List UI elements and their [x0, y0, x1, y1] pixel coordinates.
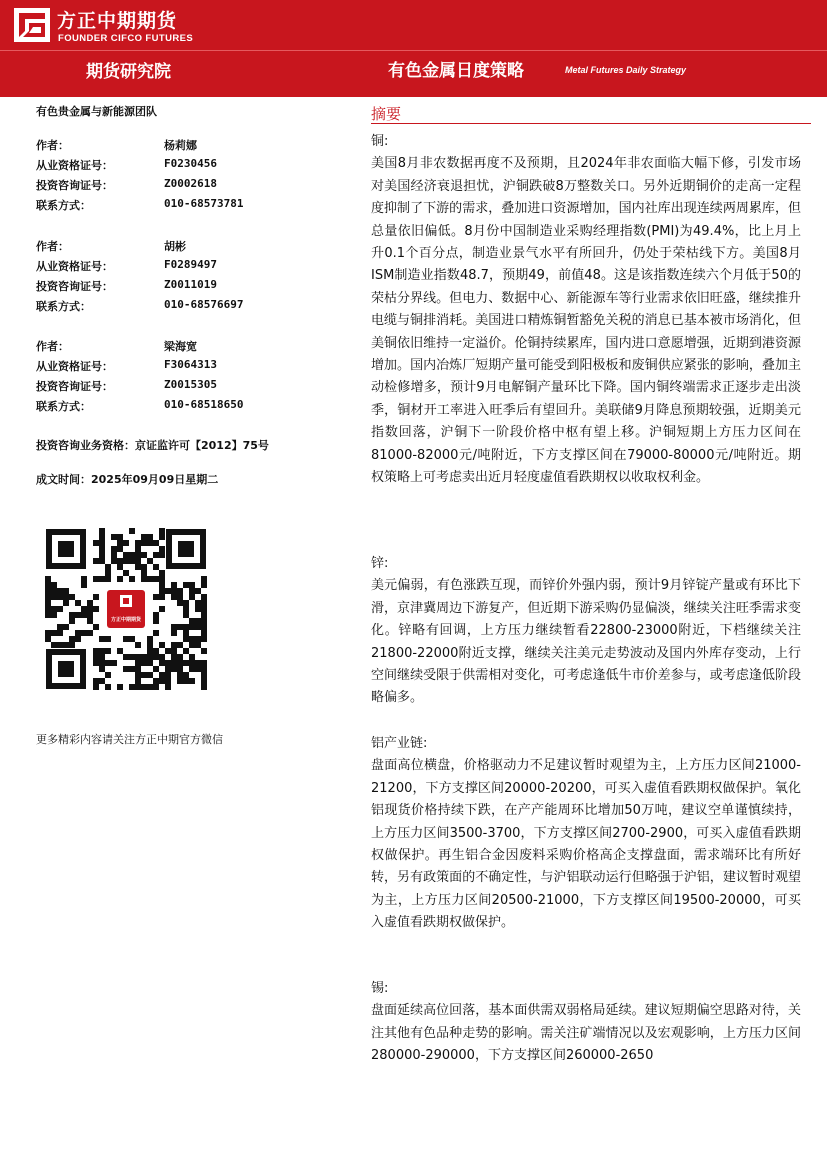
section-body: 盘面延续高位回落，基本面供需双弱格局延续。建议短期偏空思路对待，关注其他有色品种走势的影响。需关注矿端情况以及宏观影响，上方压力区间280000-290000，下方支撑区间260000-2650: [371, 1003, 801, 1064]
qr-module: [117, 648, 123, 654]
qr-module: [147, 636, 153, 642]
qr-module: [51, 630, 57, 636]
qr-module: [129, 636, 135, 642]
qr-module: [183, 612, 189, 618]
qr-module: [51, 594, 57, 600]
qr-module: [201, 636, 207, 642]
qr-module: [153, 594, 159, 600]
qr-module: [45, 630, 51, 636]
qr-module: [165, 648, 171, 654]
qr-module: [99, 558, 105, 564]
qr-module: [177, 672, 183, 678]
qr-module: [93, 648, 99, 654]
qr-module: [129, 528, 135, 534]
qr-module: [177, 594, 183, 600]
qr-module: [93, 594, 99, 600]
qr-module: [165, 666, 171, 672]
qr-module: [183, 660, 189, 666]
qr-module: [45, 594, 51, 600]
qr-module: [189, 654, 195, 660]
section-body: 盘面高位横盘，价格驱动力不足建议暂时观望为主，上方压力区间21000-21200，下方支撑区间20000-20200，可买入虚值看跌期权做保护。氧化铝现货价格持续下跌，在产产能周环比增加50万吨，建议空单谨慎续持，上方压力区间3500-3700，下方支撑区间2700-2900，可买入虚值看跌期权做保护。再生铝合金因废料采购价格高企支撑盘面，需求端环比有所好转，另有政策面的不确定性，与沪铝联动运行但略强于沪铝，建议暂时观望为主，上方压力区间20500-21000，下方支撑区间19500-20000，可买入虚值看跌期权做保护。: [371, 758, 801, 931]
qr-module: [201, 684, 207, 690]
company-logo: [14, 8, 50, 42]
qr-module: [201, 630, 207, 636]
qr-module: [147, 558, 153, 564]
contact-label: 联系方式：: [36, 300, 91, 313]
qr-module: [87, 612, 93, 618]
qr-finder-pattern: [166, 529, 206, 569]
qr-module: [123, 540, 129, 546]
team-name: 有色贵金属与新能源团队: [36, 105, 157, 118]
qr-module: [81, 630, 87, 636]
qr-module: [81, 606, 87, 612]
qr-module: [159, 594, 165, 600]
qr-module: [177, 660, 183, 666]
report-title: 有色金属日度策略: [388, 61, 524, 81]
qr-module: [93, 540, 99, 546]
qr-module: [171, 624, 177, 630]
contact-label: 联系方式：: [36, 400, 91, 413]
qr-module: [99, 546, 105, 552]
qr-module: [135, 546, 141, 552]
report-title-en: Metal Futures Daily Strategy: [565, 65, 687, 75]
qr-module: [147, 642, 153, 648]
qr-module: [153, 618, 159, 624]
qr-module: [147, 576, 153, 582]
qr-module: [165, 678, 171, 684]
qr-module: [183, 582, 189, 588]
advisor-label: 投资咨询证号：: [36, 380, 113, 393]
qr-module: [183, 606, 189, 612]
qr-module: [153, 678, 159, 684]
qr-module: [75, 636, 81, 642]
qr-module: [105, 660, 111, 666]
qr-module: [165, 660, 171, 666]
qr-module: [189, 594, 195, 600]
author-name: 梁海宽: [164, 340, 197, 353]
qr-module: [159, 582, 165, 588]
qr-module: [105, 672, 111, 678]
qr-module: [99, 552, 105, 558]
qr-module: [129, 666, 135, 672]
qr-module: [81, 576, 87, 582]
qr-module: [195, 666, 201, 672]
qr-module: [147, 660, 153, 666]
qr-module: [93, 558, 99, 564]
qr-module: [153, 540, 159, 546]
qr-module: [195, 618, 201, 624]
report-header: [0, 0, 827, 97]
qr-module: [171, 666, 177, 672]
section-heading: 铝产业链:: [371, 736, 428, 751]
qr-module: [159, 552, 165, 558]
qr-module: [129, 558, 135, 564]
qr-module: [135, 660, 141, 666]
qr-module: [117, 576, 123, 582]
qr-module: [153, 684, 159, 690]
qr-module: [165, 684, 171, 690]
qr-module: [57, 606, 63, 612]
qr-module: [99, 576, 105, 582]
qr-module: [159, 678, 165, 684]
qr-module: [111, 534, 117, 540]
department-name: 期货研究院: [86, 62, 171, 82]
qr-module: [63, 588, 69, 594]
qr-module: [111, 552, 117, 558]
qr-module: [201, 624, 207, 630]
qr-module: [201, 618, 207, 624]
qualification-number: F0230456: [164, 157, 217, 170]
qr-module: [201, 660, 207, 666]
qr-module: [159, 654, 165, 660]
qr-module: [195, 624, 201, 630]
qr-module: [183, 636, 189, 642]
qr-finder-pattern: [46, 649, 86, 689]
qr-module: [141, 540, 147, 546]
qr-module: [99, 666, 105, 672]
qr-module: [153, 576, 159, 582]
qr-module: [45, 600, 51, 606]
qr-module: [183, 630, 189, 636]
abstract-title: 摘要: [371, 105, 402, 123]
qr-module: [135, 678, 141, 684]
advisor-number: Z0015305: [164, 378, 217, 391]
qr-module: [69, 642, 75, 648]
qr-module: [45, 606, 51, 612]
section-body: 美国8月非农数据再度不及预期，且2024年非农面临大幅下修，引发市场对美国经济衰退担忧，沪铜跌破8万整数关口。另外近期铜价的走高一定程度抑制了下游的需求，叠加进口资源增加，国内社库出现连续两周累库，但总量依旧偏低。8月份中国制造业采购经理指数(PMI)为49.4%，比上月上升0.1个百分点，制造业景气水平有所回升，仍处于荣枯线下方。美国8月ISM制造业指数48.7，预期49，前值48。这是该指数连续六个月低于50的荣枯分界线。但电力、数据中心、新能源车等行业需求依旧旺盛，继续推升电缆与铜排消耗。美国进口精炼铜暂豁免关税的消息已基本被市场消化，但美铜依旧维持一定溢价。伦铜持续累库，国内进口意愿增强，近期到港资源增加。国内冶炼厂短期产量可能受到阳极板和废铜供应紧张的影响，叠加主动检修增多，预计9月电解铜产量环比下降。国内铜终端需求正逐步走出淡季，铜材开工率进入旺季后有望回升。美联储9月降息预期较强，近期美元指数回落，沪铜下一阶段价格中枢有望上移。沪铜短期上方压力区间在81000-82000元/吨附近，下方支撑区间在79000-80000元/吨附近。期权策略上可考虑卖出近月轻度虚值看跌期权以收取权利金。: [371, 156, 801, 486]
qr-module: [201, 600, 207, 606]
qr-module: [69, 636, 75, 642]
qr-module: [141, 654, 147, 660]
qr-module: [81, 582, 87, 588]
aluminum-section: [371, 733, 801, 935]
qr-module: [177, 624, 183, 630]
header-divider: [0, 50, 827, 51]
qr-module: [63, 642, 69, 648]
qr-module: [183, 648, 189, 654]
qr-module: [93, 654, 99, 660]
qr-module: [111, 558, 117, 564]
qr-module: [129, 684, 135, 690]
qr-module: [201, 576, 207, 582]
qr-module: [195, 660, 201, 666]
abstract-divider: [371, 123, 811, 124]
qr-module: [195, 588, 201, 594]
qr-module: [105, 648, 111, 654]
qr-module: [189, 642, 195, 648]
qr-module: [117, 564, 123, 570]
qr-module: [51, 606, 57, 612]
qr-module: [171, 594, 177, 600]
qr-module: [153, 612, 159, 618]
qr-module: [69, 612, 75, 618]
qr-module: [105, 570, 111, 576]
qr-module: [99, 654, 105, 660]
qr-module: [189, 660, 195, 666]
qr-module: [159, 660, 165, 666]
qr-module: [201, 606, 207, 612]
advisor-number: Z0011019: [164, 278, 217, 291]
qr-module: [75, 600, 81, 606]
qr-module: [147, 672, 153, 678]
qr-module: [141, 684, 147, 690]
qr-module: [135, 564, 141, 570]
qr-module: [123, 666, 129, 672]
qualification-number: F0289497: [164, 258, 217, 271]
qr-module: [51, 588, 57, 594]
qr-module: [87, 618, 93, 624]
qr-module: [93, 678, 99, 684]
qr-module: [75, 630, 81, 636]
qr-module: [69, 618, 75, 624]
qr-module: [201, 666, 207, 672]
qr-module: [135, 642, 141, 648]
qr-module: [153, 630, 159, 636]
qr-module: [63, 594, 69, 600]
contact-phone: 010-68518650: [164, 398, 244, 411]
qr-module: [177, 642, 183, 648]
qr-module: [105, 636, 111, 642]
brand-name-cn: 方正中期期货: [57, 10, 178, 32]
qr-module: [129, 552, 135, 558]
qr-module: [45, 582, 51, 588]
author-label: 作者：: [36, 240, 69, 253]
qr-module: [45, 636, 51, 642]
qr-module: [159, 588, 165, 594]
qr-module: [141, 660, 147, 666]
qr-module: [153, 552, 159, 558]
qualification-label: 从业资格证号：: [36, 360, 113, 373]
qr-module: [177, 654, 183, 660]
zinc-section: [371, 553, 801, 710]
qr-module: [171, 660, 177, 666]
qr-module: [93, 684, 99, 690]
qr-finder-pattern: [46, 529, 86, 569]
qr-module: [45, 576, 51, 582]
qr-module: [171, 588, 177, 594]
section-heading: 锌:: [371, 556, 389, 571]
qr-module: [99, 678, 105, 684]
brand-name-en: FOUNDER CIFCO FUTURES: [58, 33, 194, 44]
qr-module: [93, 606, 99, 612]
qr-module: [117, 684, 123, 690]
qr-module: [177, 666, 183, 672]
qr-module: [165, 588, 171, 594]
qualification-label: 从业资格证号：: [36, 260, 113, 273]
qr-module: [57, 642, 63, 648]
qr-module: [183, 672, 189, 678]
qr-module: [45, 612, 51, 618]
qr-module: [57, 588, 63, 594]
qr-module: [153, 654, 159, 660]
contact-phone: 010-68573781: [164, 197, 244, 210]
qr-module: [45, 588, 51, 594]
qr-module: [159, 672, 165, 678]
qr-module: [159, 546, 165, 552]
qr-module: [117, 540, 123, 546]
advisor-label: 投资咨询证号：: [36, 179, 113, 192]
qr-module: [171, 582, 177, 588]
qr-module: [201, 678, 207, 684]
qr-module: [147, 648, 153, 654]
qr-module: [141, 552, 147, 558]
qr-module: [201, 648, 207, 654]
qr-module: [141, 672, 147, 678]
qr-module: [189, 588, 195, 594]
qr-module: [159, 606, 165, 612]
qr-module: [81, 612, 87, 618]
qr-module: [87, 606, 93, 612]
qr-module: [147, 654, 153, 660]
qr-module: [147, 540, 153, 546]
qr-module: [183, 678, 189, 684]
qr-module: [93, 576, 99, 582]
qr-module: [117, 558, 123, 564]
qr-module: [177, 588, 183, 594]
qr-module: [105, 684, 111, 690]
qr-module: [189, 624, 195, 630]
qr-module: [183, 600, 189, 606]
qr-module: [63, 600, 69, 606]
qr-module: [57, 624, 63, 630]
qr-logo-text: 方正中期期货: [110, 617, 142, 623]
qr-module: [123, 570, 129, 576]
qr-module: [201, 582, 207, 588]
qr-module: [147, 534, 153, 540]
qr-module: [141, 534, 147, 540]
qr-module: [51, 642, 57, 648]
advisor-number: Z0002618: [164, 177, 217, 190]
qr-module: [51, 612, 57, 618]
qr-module: [135, 684, 141, 690]
qr-module: [153, 648, 159, 654]
qr-module: [117, 534, 123, 540]
qr-module: [111, 546, 117, 552]
author-label: 作者：: [36, 139, 69, 152]
qr-module: [69, 594, 75, 600]
qualification-number: F3064313: [164, 358, 217, 371]
qr-module: [177, 600, 183, 606]
qr-module: [99, 528, 105, 534]
qr-module: [159, 642, 165, 648]
qr-module: [123, 558, 129, 564]
qr-module: [159, 534, 165, 540]
qr-module: [195, 636, 201, 642]
qr-module: [183, 624, 189, 630]
qr-module: [141, 564, 147, 570]
qr-module: [87, 630, 93, 636]
qr-caption: 更多精彩内容请关注方正中期官方微信: [36, 733, 223, 746]
qr-module: [99, 636, 105, 642]
qr-module: [153, 666, 159, 672]
qr-module: [57, 630, 63, 636]
qr-module: [99, 540, 105, 546]
qr-module: [159, 570, 165, 576]
qr-module: [99, 660, 105, 666]
contact-label: 联系方式：: [36, 199, 91, 212]
wechat-qr-code[interactable]: [42, 525, 210, 693]
contact-phone: 010-68576697: [164, 298, 244, 311]
qr-module: [135, 654, 141, 660]
author-name: 杨莉娜: [164, 139, 197, 152]
qr-center-logo: [104, 587, 148, 631]
qr-module: [171, 654, 177, 660]
qr-module: [201, 594, 207, 600]
author-label: 作者：: [36, 340, 69, 353]
qr-module: [75, 612, 81, 618]
qr-module: [135, 666, 141, 672]
qr-module: [201, 612, 207, 618]
qr-module: [105, 576, 111, 582]
qr-module: [135, 672, 141, 678]
qr-module: [63, 624, 69, 630]
advisor-label: 投资咨询证号：: [36, 280, 113, 293]
tin-section: [371, 978, 801, 1068]
qr-module: [195, 642, 201, 648]
qr-module: [93, 660, 99, 666]
business-qualification: 投资咨询业务资格：京证监许可【2012】75号: [36, 439, 269, 452]
qr-module: [177, 678, 183, 684]
qr-module: [99, 534, 105, 540]
qr-module: [93, 624, 99, 630]
qr-module: [135, 540, 141, 546]
qr-module: [147, 684, 153, 690]
qr-module: [189, 678, 195, 684]
qr-module: [159, 576, 165, 582]
section-heading: 锡:: [371, 981, 389, 996]
qr-module: [171, 630, 177, 636]
qr-module: [189, 618, 195, 624]
qr-module: [189, 666, 195, 672]
author-name: 胡彬: [164, 240, 186, 253]
publish-date: 成文时间：2025年09月09日星期二: [36, 473, 219, 486]
copy-section: [371, 131, 801, 490]
qr-module: [171, 648, 177, 654]
qr-module: [171, 642, 177, 648]
qr-module: [123, 636, 129, 642]
section-heading: 铜:: [371, 134, 389, 149]
qr-module: [135, 552, 141, 558]
qr-module: [141, 576, 147, 582]
qr-module: [201, 672, 207, 678]
qr-module: [123, 552, 129, 558]
qr-module: [51, 582, 57, 588]
qr-module: [105, 564, 111, 570]
section-body: 美元偏弱，有色涨跌互现，而锌价外强内弱，预计9月锌锭产量或有环比下滑，京津冀周边下游复产，但近期下游采购仍显偏淡，继续关注旺季需求变化。锌略有回调，上方压力继续暂看22800-23000附近，下档继续关注21800-22000附近支撑，继续关注美元走势波动及国内外库存变动，上行空间继续受限于供需相对变化，可考虑逢低牛市价差参与，或考虑逢低阶段略偏多。: [371, 578, 801, 706]
qr-module: [57, 594, 63, 600]
qualification-label: 从业资格证号：: [36, 159, 113, 172]
logo-mark-icon: [19, 13, 45, 37]
qr-module: [135, 558, 141, 564]
qr-module: [153, 564, 159, 570]
qr-module: [195, 606, 201, 612]
qr-module: [141, 570, 147, 576]
qr-module: [195, 600, 201, 606]
qr-module: [117, 546, 123, 552]
qr-module: [189, 636, 195, 642]
qr-module: [189, 582, 195, 588]
qr-module: [159, 528, 165, 534]
qr-module: [165, 672, 171, 678]
qr-module: [123, 654, 129, 660]
qr-module: [129, 654, 135, 660]
qr-module: [129, 576, 135, 582]
qr-module: [111, 660, 117, 666]
qr-module: [87, 600, 93, 606]
qr-module: [99, 648, 105, 654]
